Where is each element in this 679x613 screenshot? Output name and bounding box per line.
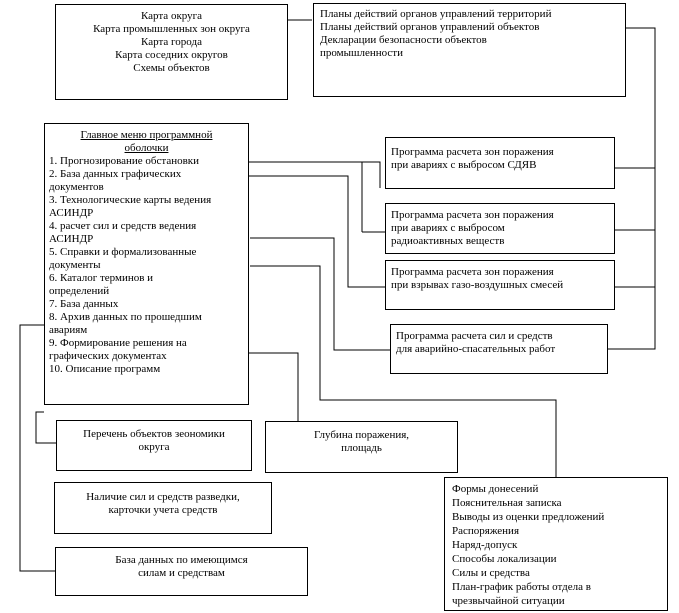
plans-line: Планы действий органов управлений объектов [320, 21, 540, 33]
menu-item[interactable]: 8. Архив данных по прошедшим [49, 311, 202, 323]
objects-list-box [56, 420, 252, 471]
menu-item[interactable]: 9. Формирование решения на [49, 337, 187, 349]
reports-line: Силы и средства [452, 567, 530, 579]
menu-item[interactable]: 2. База данных графических [49, 168, 182, 180]
connector-left-objects [36, 412, 56, 443]
maps-line: Схемы объектов [133, 62, 210, 74]
forces-db-line: База данных по имеющимся [115, 554, 248, 566]
program-forces-line: для аварийно-спасательных работ [396, 343, 556, 355]
plans-box [313, 3, 626, 97]
program-forces-box [390, 324, 608, 374]
program-radio-line: Программа расчета зон поражения [391, 209, 554, 221]
program-gas-box [385, 260, 615, 310]
program-sdyav-line: при авариях с выбросом СДЯВ [391, 159, 537, 171]
recon-line: карточки учета средств [108, 504, 218, 516]
menu-item[interactable]: определений [49, 285, 110, 297]
maps-line: Карта округа [140, 10, 203, 22]
plans-line: Планы действий органов управлений территорий [320, 8, 552, 20]
plans-line: Декларации безопасности объектов [320, 34, 487, 46]
reports-line: Способы локализации [452, 553, 557, 565]
recon-box [54, 482, 272, 534]
program-sdyav-box [385, 137, 615, 189]
menu-item[interactable]: 5. Справки и формализованные [49, 246, 197, 258]
maps-line: Карта промышленных зон округа [93, 23, 250, 35]
reports-line: чрезвычайной ситуации [452, 595, 565, 607]
menu-item[interactable]: документы [49, 259, 101, 271]
reports-box [444, 477, 668, 611]
reports-line: Пояснительная записка [452, 497, 562, 509]
menu-item[interactable]: документов [49, 181, 104, 193]
menu-item[interactable]: 4. расчет сил и средств ведения [49, 220, 197, 232]
forces-db-line: силам и средствам [138, 567, 225, 579]
program-radio-line: радиоактивных веществ [391, 235, 505, 247]
recon-line: Наличие сил и средств разведки, [86, 491, 240, 503]
reports-line: Формы донесений [452, 483, 539, 495]
main-menu-title: оболочки [124, 142, 169, 154]
reports-line: Выводы из оценки предложений [452, 511, 605, 523]
reports-line: Наряд-допуск [452, 539, 518, 551]
menu-item[interactable]: авариям [49, 324, 88, 336]
menu-item[interactable]: 6. Каталог терминов и [49, 272, 154, 284]
program-gas-line: Программа расчета зон поражения [391, 266, 554, 278]
depth-box [265, 421, 458, 473]
objects-list-line: Перечень объектов зеономики [83, 428, 225, 440]
program-sdyav-line: Программа расчета зон поражения [391, 146, 554, 158]
reports-line: План-график работы отдела в [452, 581, 591, 593]
menu-item[interactable]: графических документах [49, 350, 167, 362]
plans-line: промышленности [320, 47, 403, 59]
connector-item7-depth [248, 353, 298, 421]
program-radio-line: при авариях с выбросом [391, 222, 505, 234]
program-radio-box [385, 203, 615, 254]
objects-list-line: округа [138, 441, 170, 453]
reports-line: Распоряжения [452, 525, 519, 537]
forces-db-box [55, 547, 308, 596]
connector-item1-sdyav [248, 162, 380, 188]
menu-item[interactable]: АСИНДР [49, 233, 94, 245]
program-forces-line: Программа расчета сил и средств [396, 330, 553, 342]
depth-line: площадь [341, 442, 382, 454]
maps-line: Карта города [141, 36, 202, 48]
depth-line: Глубина поражения, [313, 429, 410, 441]
menu-item[interactable]: 7. База данных [49, 298, 119, 310]
menu-item[interactable]: 1. Прогнозирование обстановки [49, 155, 200, 167]
maps-line: Карта соседних округов [115, 49, 228, 61]
menu-item[interactable]: 3. Технологические карты ведения [49, 194, 212, 206]
program-gas-line: при взрывах газо-воздушных смесей [391, 279, 564, 291]
menu-item[interactable]: 10. Описание программ [49, 363, 161, 375]
menu-item[interactable]: АСИНДР [49, 207, 94, 219]
main-menu-title: Главное меню программной [80, 129, 213, 141]
main-menu-box [44, 123, 249, 405]
maps-box [55, 4, 288, 100]
